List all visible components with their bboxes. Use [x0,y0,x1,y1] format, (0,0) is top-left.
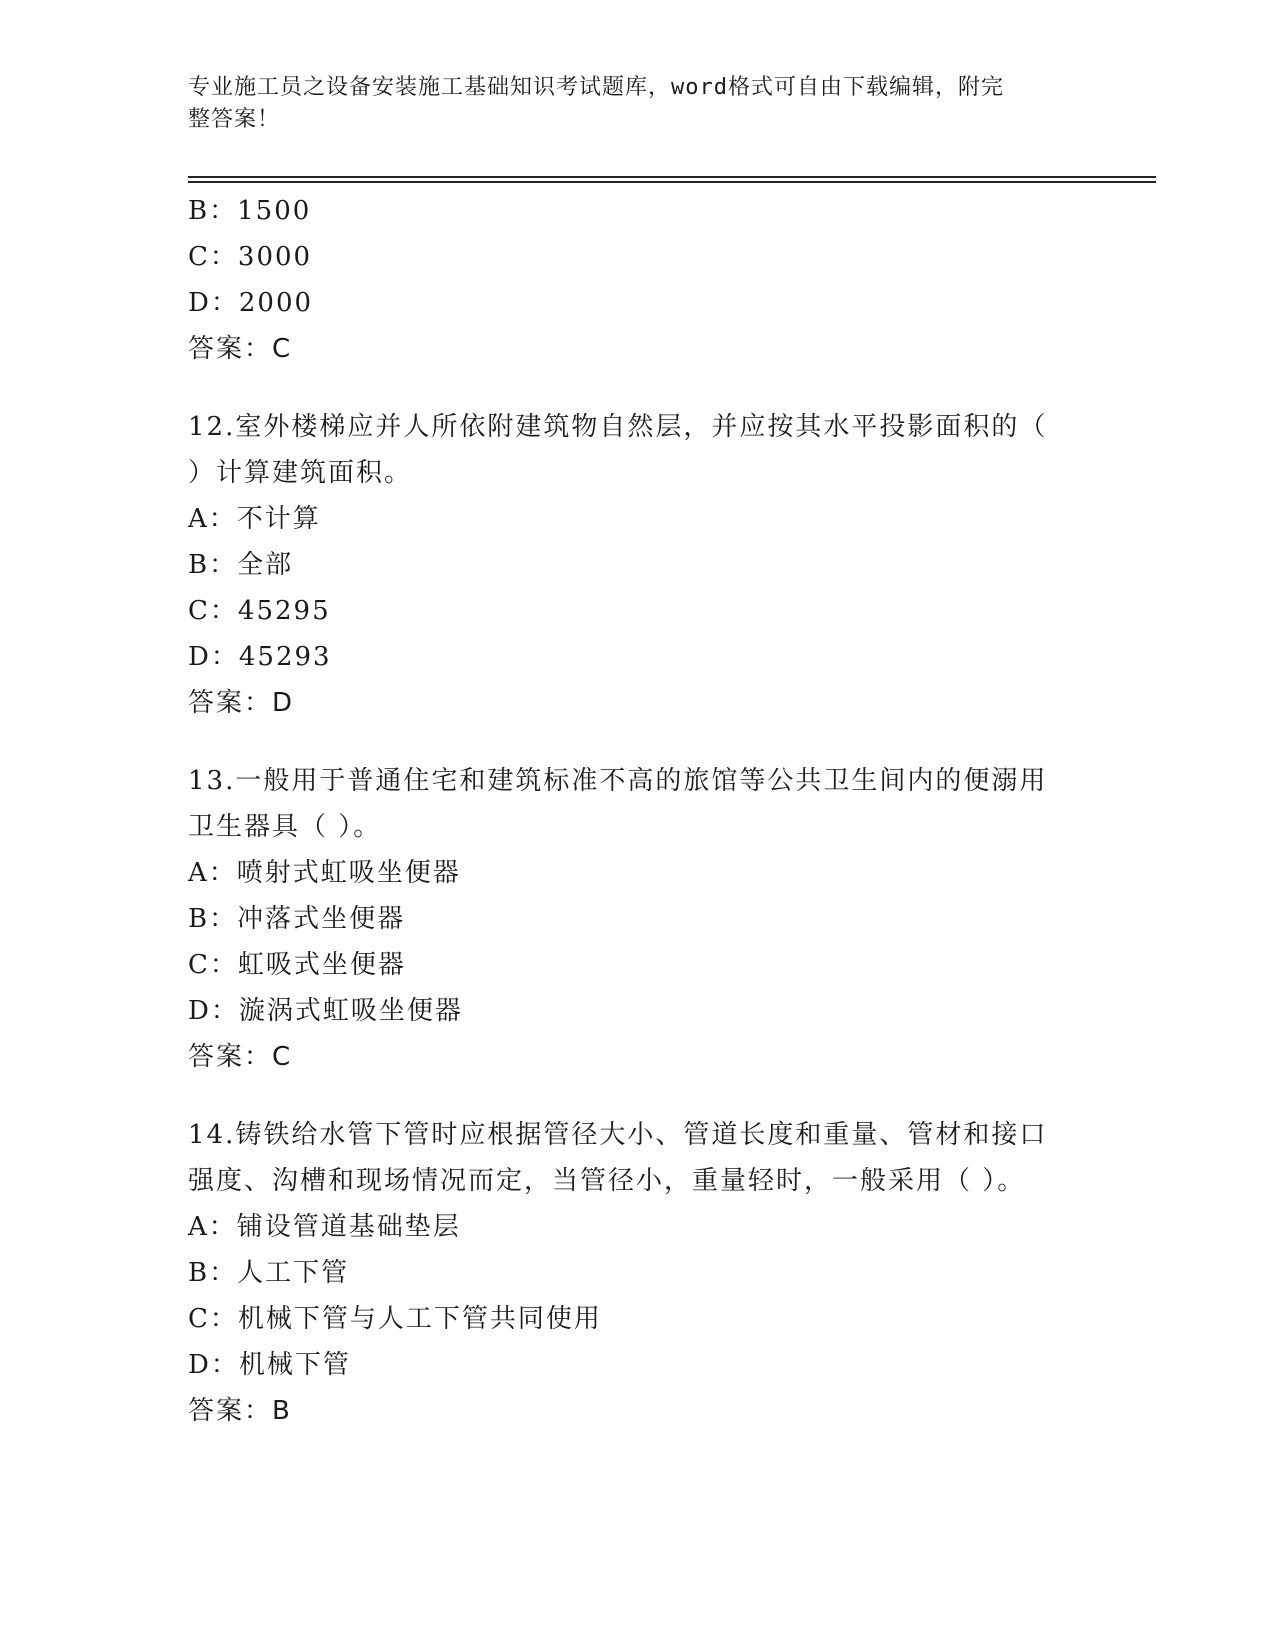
question-text-line-2: 强度、沟槽和现场情况而定，当管径小，重量轻时，一般采用（ ）。 [188,1166,1026,1196]
question-text-line-1: 14.铸铁给水管下管时应根据管径大小、管道长度和重量、管材和接口 [188,1120,1048,1150]
question-14 [188,1112,1088,1434]
option-a: A：喷射式虹吸坐便器 [188,858,461,888]
option-b: B：冲落式坐便器 [188,904,406,934]
answer-line: 答案：B [188,1396,292,1426]
option-c: C：机械下管与人工下管共同使用 [188,1304,602,1334]
header-line-1: 专业施工员之设备安装施工基础知识考试题库，word格式可自由下载编辑，附完 [188,75,1004,100]
question-13 [188,758,1088,1080]
option-c: C：45295 [188,596,331,626]
option-d: D：2000 [188,288,314,318]
question-12 [188,404,1088,726]
header-line-2: 整答案！ [188,107,281,132]
option-b: B：1500 [188,196,312,226]
continued-question [188,188,1088,372]
answer-line: 答案：C [188,334,293,364]
option-b: B：人工下管 [188,1258,350,1288]
option-d: D：45293 [188,642,332,672]
option-c: C：虹吸式坐便器 [188,950,406,980]
option-d: D：漩涡式虹吸坐便器 [188,996,463,1026]
option-a: A：铺设管道基础垫层 [188,1212,461,1242]
question-text-line-1: 12.室外楼梯应并人所依附建筑物自然层，并应按其水平投影面积的（ [188,412,1048,442]
header-divider-top [188,176,1156,178]
option-a: A：不计算 [188,504,321,534]
answer-line: 答案：C [188,1042,293,1072]
option-c: C：3000 [188,242,313,272]
question-list [188,188,1088,1434]
option-d: D：机械下管 [188,1350,351,1380]
header-divider-bottom [188,181,1156,183]
document-header [188,72,1078,136]
question-text-line-1: 13.一般用于普通住宅和建筑标准不高的旅馆等公共卫生间内的便溺用 [188,766,1048,796]
question-text-line-2: ）计算建筑面积。 [188,458,413,488]
answer-line: 答案：D [188,688,295,718]
option-b: B：全部 [188,550,294,580]
question-text-line-2: 卫生器具（ ）。 [188,812,382,842]
